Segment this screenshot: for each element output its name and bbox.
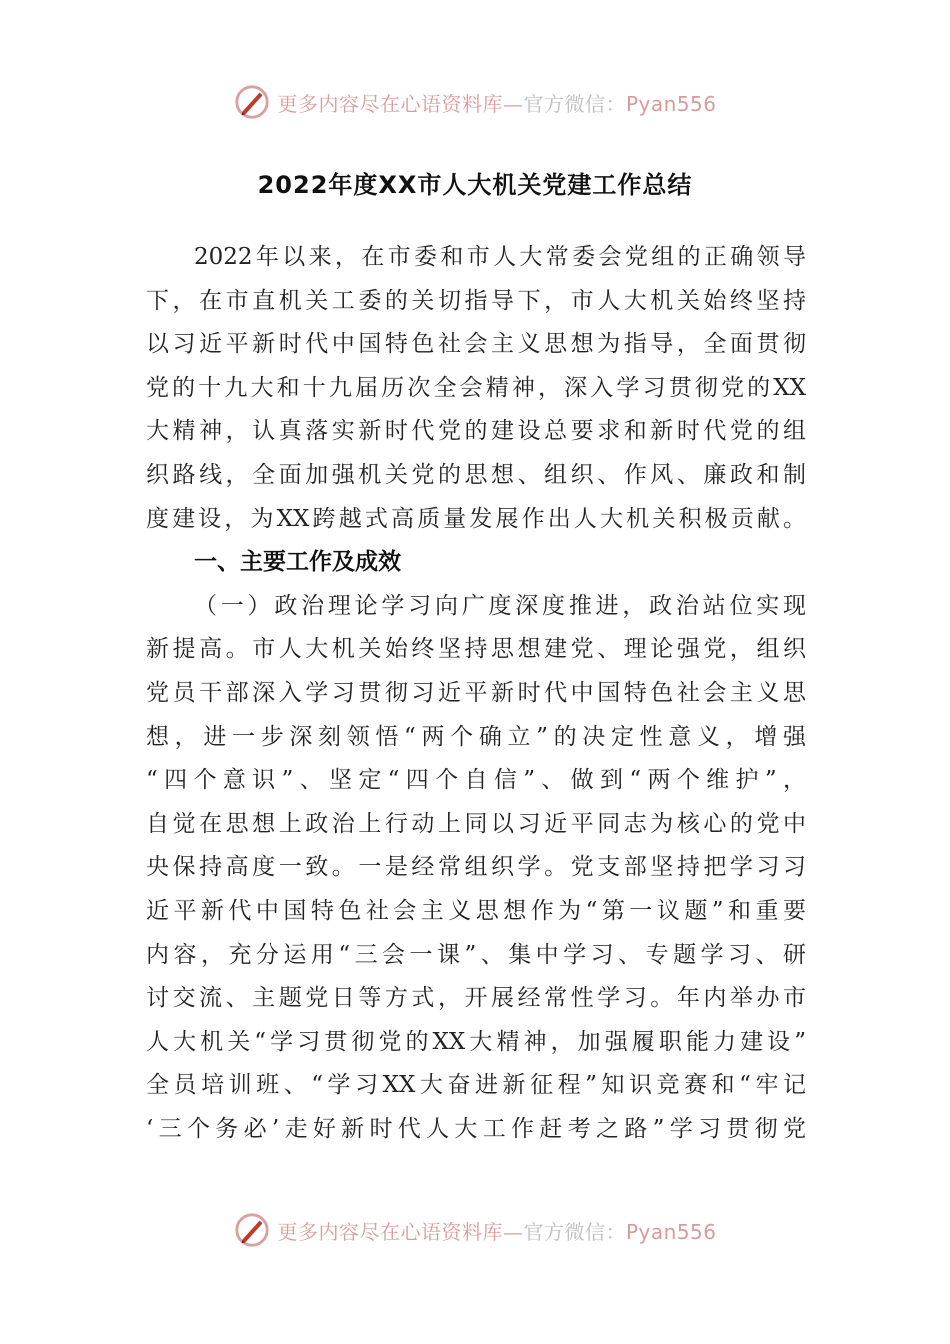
text-line: 新提高。市人大机关始终坚持思想建党、理论强党，组织 — [146, 636, 806, 663]
text-line: “四个意识”、坚定“四个自信”、做到“两个维护”， — [146, 767, 806, 794]
text-line: 下，在市直机关工委的关切指导下，市人大机关始终坚持 — [146, 287, 806, 314]
watermark-brand: 更多内容尽在心语资料库 — [277, 1219, 503, 1244]
text-line: 党员干部深入学习贯彻习近平新时代中国特色社会主义思 — [146, 679, 806, 706]
text-line: ‘三个务必’走好新时代人大工作赶考之路”学习贯彻党 — [146, 1115, 806, 1142]
paragraph-intro — [146, 236, 806, 541]
text-line: 想，进一步深刻领悟“两个确立”的决定性意义，增强 — [146, 723, 806, 750]
text-line: 人大机关“学习贯彻党的XX大精神，加强履职能力建设” — [146, 1028, 806, 1055]
text-line: 度建设，为XX跨越式高质量发展作出人大机关积极贡献。 — [146, 505, 806, 532]
watermark-dash: — — [502, 91, 524, 116]
watermark-header — [0, 80, 950, 124]
watermark-text — [277, 1216, 716, 1245]
text-line: 2022年以来，在市委和市人大常委会党组的正确领导 — [194, 244, 806, 270]
pen-circle-logo-icon — [233, 83, 271, 121]
watermark-id: Pyan556 — [625, 1219, 717, 1244]
text-line: 以习近平新时代中国特色社会主义思想为指导，全面贯彻 — [146, 331, 806, 358]
text-line: 近平新代中国特色社会主义思想作为“第一议题”和重要 — [146, 897, 806, 924]
text-line: 党的十九大和十九届历次全会精神，深入学习贯彻党的XX — [146, 374, 806, 401]
watermark-official: 官方微信： — [523, 1219, 626, 1244]
section-heading: 一、主要工作及成效 — [194, 549, 401, 576]
text-line: 央保持高度一致。一是经常组织学。党支部坚持把学习习 — [146, 854, 806, 881]
watermark-id: Pyan556 — [625, 91, 717, 116]
watermark-brand: 更多内容尽在心语资料库 — [277, 91, 503, 116]
document-title: 2022年度XX市人大机关党建工作总结 — [257, 171, 693, 199]
watermark-text — [277, 88, 716, 117]
text-line: 全员培训班、“学习XX大奋进新征程”知识竞赛和“牢记 — [146, 1072, 806, 1099]
text-line: 内容，充分运用“三会一课”、集中学习、专题学习、研 — [146, 941, 806, 968]
text-line: 讨交流、主题党日等方式，开展经常性学习。年内举办市 — [146, 985, 806, 1012]
document-body — [146, 236, 806, 1151]
text-line: 织路线，全面加强机关党的思想、组织、作风、廉政和制 — [146, 461, 806, 488]
text-line: （一）政治理论学习向广度深度推进，政治站位实现 — [194, 592, 806, 619]
text-line: 大精神，认真落实新时代党的建设总要求和新时代党的组 — [146, 418, 806, 445]
watermark-footer — [0, 1208, 950, 1252]
text-line: 自觉在思想上政治上行动上同以习近平同志为核心的党中 — [146, 810, 806, 837]
paragraph-section-1 — [146, 585, 806, 1152]
watermark-dash: — — [502, 1219, 524, 1244]
pen-circle-logo-icon — [233, 1211, 271, 1249]
watermark-official: 官方微信： — [523, 91, 626, 116]
